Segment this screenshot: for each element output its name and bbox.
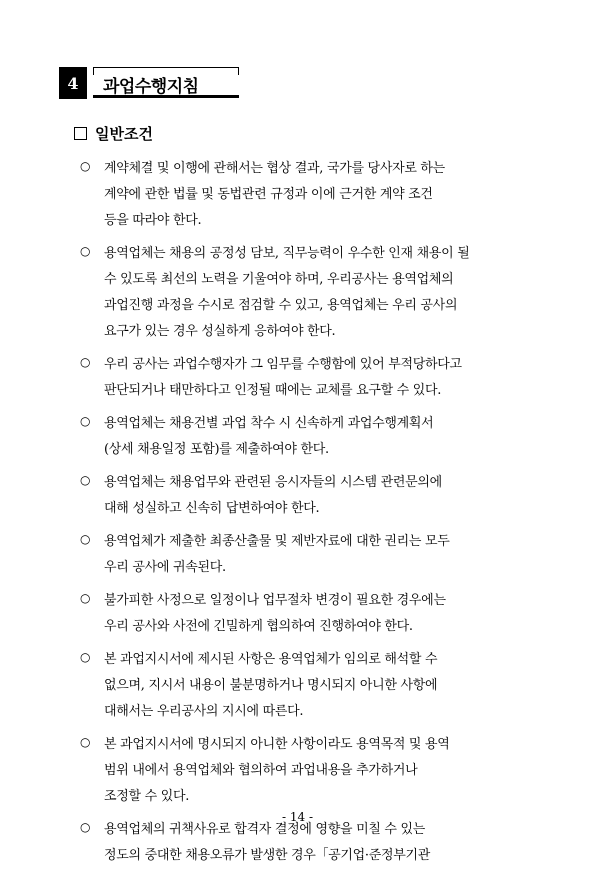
- circle-bullet-icon: ○: [80, 532, 91, 546]
- item-text-line: 조정할 수 있다.: [104, 789, 190, 804]
- item-text-line: 불가피한 사정으로 일정이나 업무절차 변경이 필요한 경우에는: [104, 593, 446, 608]
- circle-bullet-icon: ○: [80, 355, 91, 369]
- circle-bullet-icon: ○: [80, 473, 91, 487]
- item-text-line: (상세 채용일정 포함)를 제출하여야 한다.: [104, 442, 329, 457]
- item-text-line: 용역업체는 채용의 공정성 담보, 직무능력이 우수한 인재 채용이 될: [104, 246, 470, 261]
- section-number: 4: [67, 73, 79, 93]
- list-item: [80, 732, 530, 810]
- subsection-title: 일반조건: [95, 125, 153, 143]
- circle-bullet-icon: ○: [80, 591, 91, 605]
- circle-bullet-icon: ○: [80, 244, 91, 258]
- circle-bullet-icon: ○: [80, 735, 91, 749]
- item-text-line: 본 과업지시서에 제시된 사항은 용역업체가 임의로 해석할 수: [104, 652, 438, 667]
- item-text-line: 없으며, 지시서 내용이 불분명하거나 명시되지 아니한 사항에: [104, 678, 438, 693]
- item-text-line: 대해서는 우리공사의 지시에 따른다.: [104, 704, 304, 719]
- circle-bullet-icon: ○: [80, 414, 91, 428]
- list-item: [80, 817, 530, 869]
- item-text-line: 용역업체의 귀책사유로 합격자 결정에 영향을 미칠 수 있는: [104, 822, 426, 837]
- list-item: [80, 470, 530, 522]
- item-text-line: 등을 따라야 한다.: [104, 213, 202, 228]
- subsection-heading: [74, 123, 153, 144]
- item-text-line: 용역업체는 채용업무와 관련된 응시자들의 시스템 관련문의에: [104, 475, 442, 490]
- circle-bullet-icon: ○: [80, 159, 91, 173]
- section-title-box: [93, 67, 239, 98]
- item-text-line: 본 과업지시서에 명시되지 아니한 사항이라도 용역목적 및 용역: [104, 737, 450, 752]
- list-item: [80, 156, 530, 234]
- square-bullet-icon: [74, 127, 87, 140]
- item-text-line: 우리 공사와 사전에 긴밀하게 협의하여 진행하여야 한다.: [104, 619, 413, 634]
- list-item: [80, 411, 530, 463]
- page-number: - 14 -: [281, 810, 313, 824]
- item-text-line: 용역업체가 제출한 최종산출물 및 제반자료에 대한 권리는 모두: [104, 534, 450, 549]
- item-text-line: 과업진행 과정을 수시로 점검할 수 있고, 용역업체는 우리 공사의: [104, 298, 458, 313]
- condition-list: [80, 156, 530, 876]
- circle-bullet-icon: ○: [80, 820, 91, 834]
- item-text-line: 우리 공사는 과업수행자가 그 임무를 수행함에 있어 부적당하다고: [104, 357, 462, 372]
- item-text-line: 수 있도록 최선의 노력을 기울여야 하며, 우리공사는 용역업체의: [104, 272, 454, 287]
- section-title: 과업수행지침: [103, 77, 199, 97]
- item-text-line: 계약에 관한 법률 및 동법관련 규정과 이에 근거한 계약 조건: [104, 187, 433, 202]
- list-item: [80, 588, 530, 640]
- circle-bullet-icon: ○: [80, 650, 91, 664]
- item-text-line: 대해 성실하고 신속히 답변하여야 한다.: [104, 501, 320, 516]
- list-item: [80, 647, 530, 725]
- list-item: [80, 241, 530, 345]
- section-number-box: [59, 67, 87, 99]
- item-text-line: 판단되거나 태만하다고 인정될 때에는 교체를 요구할 수 있다.: [104, 383, 442, 398]
- item-text-line: 계약체결 및 이행에 관해서는 협상 결과, 국가를 당사자로 하는: [104, 161, 445, 176]
- item-text-line: 정도의 중대한 채용오류가 발생한 경우「공기업·준정부기관: [104, 848, 431, 863]
- item-text-line: 우리 공사에 귀속된다.: [104, 560, 226, 575]
- list-item: [80, 352, 530, 404]
- list-item: [80, 529, 530, 581]
- item-text-line: 범위 내에서 용역업체와 협의하여 과업내용을 추가하거나: [104, 763, 418, 778]
- item-text-line: 요구가 있는 경우 성실하게 응하여야 한다.: [104, 324, 336, 339]
- item-text-line: 용역업체는 채용건별 과업 착수 시 신속하게 과업수행계획서: [104, 416, 434, 431]
